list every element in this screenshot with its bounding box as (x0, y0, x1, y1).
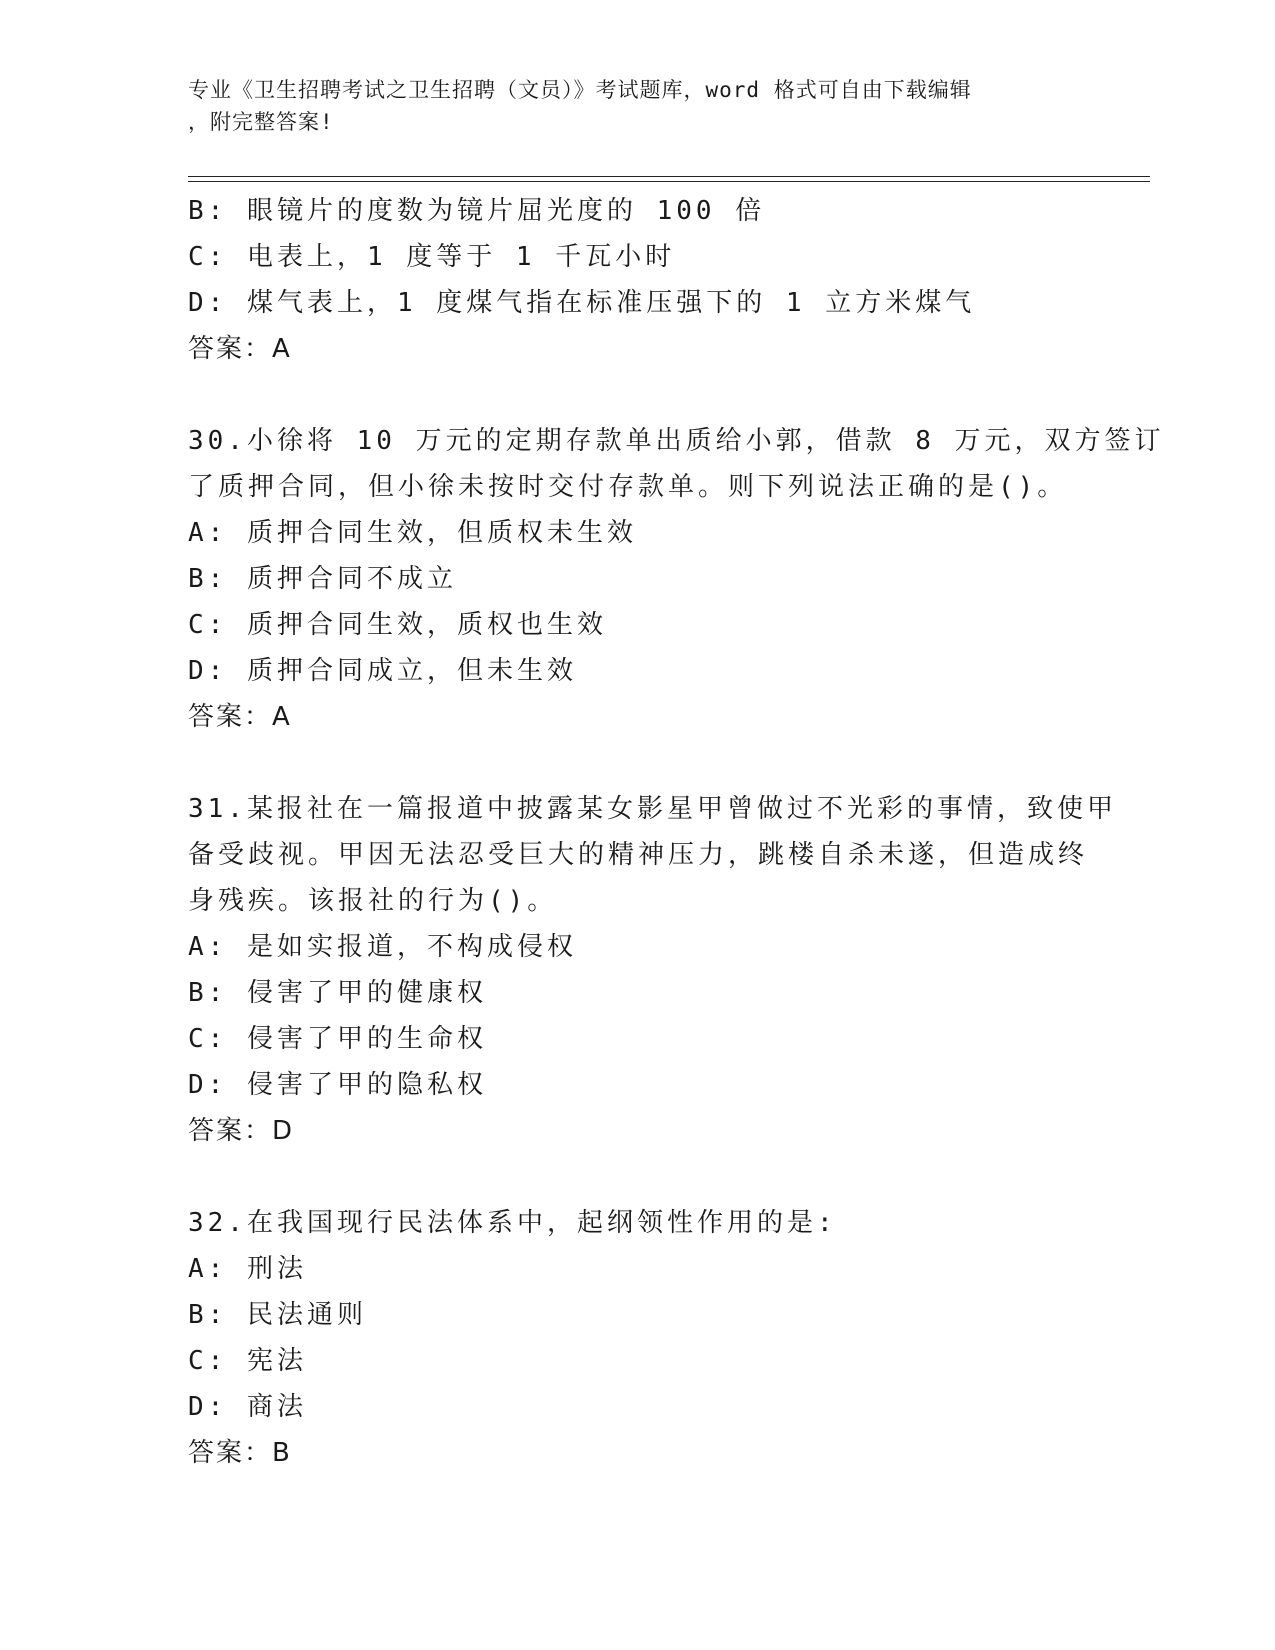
option-b: B: 眼镜片的度数为镜片屈光度的 100 倍 (188, 196, 766, 226)
question-30 (188, 418, 1165, 740)
spacer (188, 372, 1088, 418)
question-text-line: 了质押合同，但小徐未按时交付存款单。则下列说法正确的是()。 (188, 472, 1068, 502)
header-divider-bottom (188, 181, 1150, 182)
option-b: B: 民法通则 (188, 1300, 367, 1330)
header-line-1: 专业《卫生招聘考试之卫生招聘（文员）》考试题库，word 格式可自由下载编辑 (188, 78, 972, 102)
question-carryover (188, 188, 1088, 372)
question-text-line: 备受歧视。甲因无法忍受巨大的精神压力，跳楼自杀未遂，但造成终 (188, 840, 1089, 870)
question-text-line: 身残疾。该报社的行为()。 (188, 886, 558, 916)
question-31 (188, 786, 1117, 1154)
option-c: C: 电表上，1 度等于 1 千瓦小时 (188, 242, 676, 272)
option-d: D: 质押合同成立，但未生效 (188, 656, 577, 686)
answer: 答案：D (188, 1116, 295, 1146)
header-line-2: ，附完整答案! (188, 110, 334, 134)
option-a: A: 刑法 (188, 1254, 307, 1284)
document-header (188, 74, 1088, 138)
answer: 答案：B (188, 1438, 292, 1468)
question-text-line: 32.在我国现行民法体系中，起纲领性作用的是: (188, 1208, 837, 1238)
option-b: B: 侵害了甲的健康权 (188, 978, 487, 1008)
answer: 答案：A (188, 702, 292, 732)
spacer (188, 1154, 1088, 1200)
option-a: A: 质押合同生效，但质权未生效 (188, 518, 637, 548)
question-text-line: 30.小徐将 10 万元的定期存款单出质给小郭，借款 8 万元，双方签订 (188, 426, 1165, 456)
answer: 答案：A (188, 334, 292, 364)
option-b: B: 质押合同不成立 (188, 564, 457, 594)
option-d: D: 商法 (188, 1392, 307, 1422)
option-d: D: 侵害了甲的隐私权 (188, 1070, 487, 1100)
question-32 (188, 1200, 1088, 1476)
question-text-line: 31.某报社在一篇报道中披露某女影星甲曾做过不光彩的事情，致使甲 (188, 794, 1117, 824)
option-d: D: 煤气表上，1 度煤气指在标准压强下的 1 立方米煤气 (188, 288, 976, 318)
option-c: C: 侵害了甲的生命权 (188, 1024, 487, 1054)
header-divider-top (188, 176, 1150, 177)
option-c: C: 宪法 (188, 1346, 307, 1376)
question-list (188, 188, 1165, 1476)
option-c: C: 质押合同生效，质权也生效 (188, 610, 607, 640)
spacer (188, 740, 1088, 786)
option-a: A: 是如实报道，不构成侵权 (188, 932, 577, 962)
